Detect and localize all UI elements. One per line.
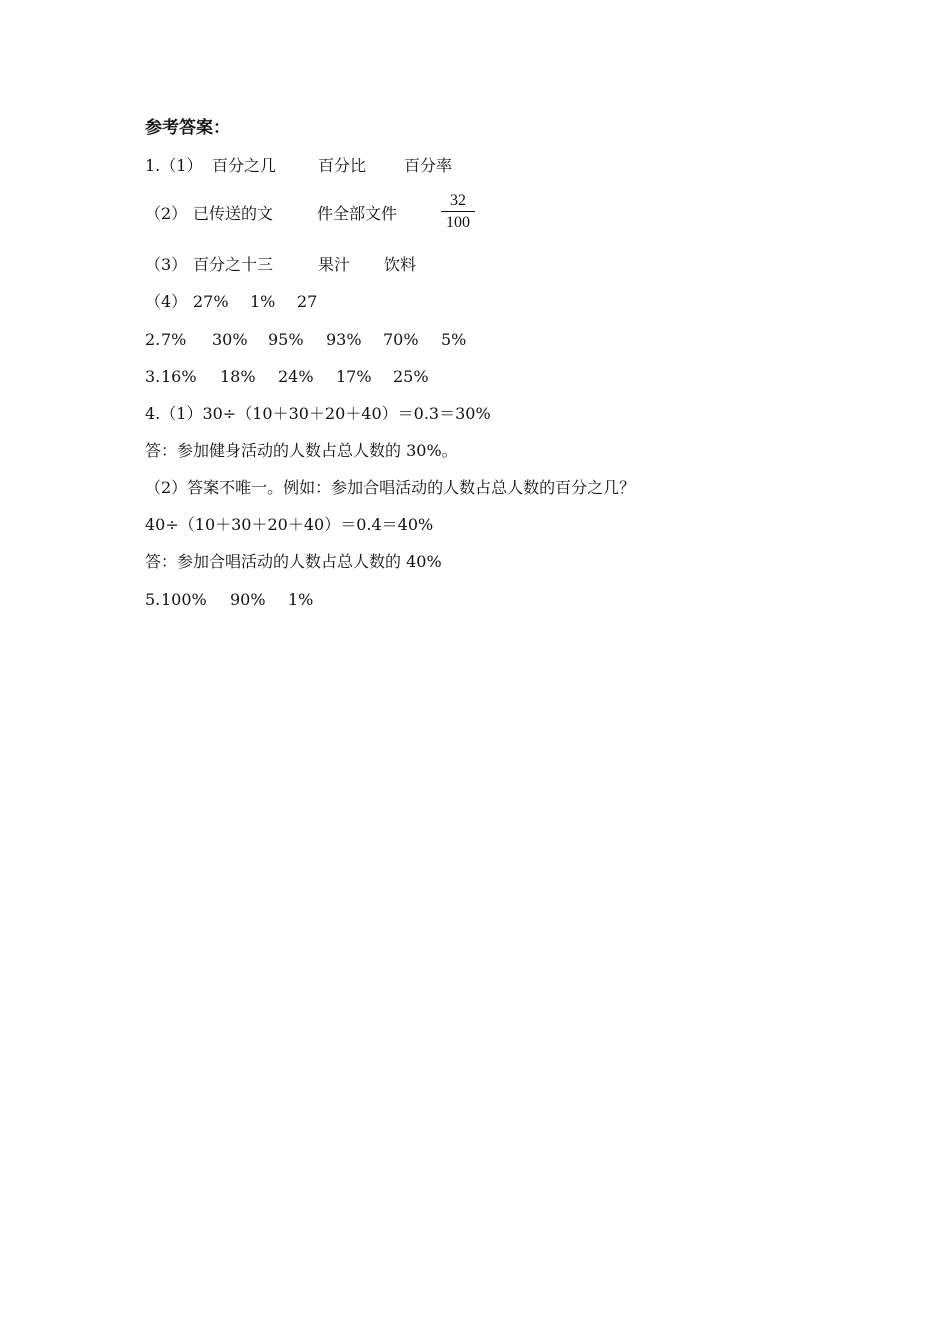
q3-value: 18% [220,367,256,386]
q2-value: 30% [212,330,248,349]
q5-value: 100% [161,590,207,609]
q4-part2-answer: 答：参加合唱活动的人数占总人数的 40% [145,552,442,571]
q2-value: 70% [383,330,419,349]
q1-part3-prefix: （3） [145,255,188,274]
q2-value: 7% [161,330,187,349]
q1-part4-answer-c: 27 [297,292,318,311]
q1-part1-prefix: 1.（1） [145,156,203,175]
q1-part2-answer-a: 已传送的文 [193,204,274,223]
q1-part2-prefix: （2） [145,204,188,223]
q5-value: 1% [288,590,314,609]
q1-part3-answer-b: 果汁 [318,255,351,274]
q4-part1-expression: 4.（1）30÷（10＋30＋20＋40）＝0.3＝30% [145,404,491,423]
q1-part1-answer-a: 百分之几 [212,156,277,175]
q1-part3-answer-a: 百分之十三 [193,255,274,274]
q3-value: 17% [336,367,372,386]
q2-prefix: 2. [145,330,161,349]
q2-value: 93% [326,330,362,349]
q1-part4-answer-b: 1% [250,292,276,311]
q4-part1-answer: 答：参加健身活动的人数占总人数的 30%。 [145,441,458,460]
q5-prefix: 5. [145,590,161,609]
q4-part2-question: （2）答案不唯一。例如：参加合唱活动的人数占总人数的百分之几？ [145,478,636,497]
page-title: 参考答案： [145,118,230,138]
q1-part1-answer-c: 百分率 [404,156,453,175]
q1-part2-answer-b: 件全部文件 [317,204,398,223]
q1-part1-answer-b: 百分比 [318,156,367,175]
q3-value: 16% [161,367,197,386]
q3-value: 25% [393,367,429,386]
q2-value: 95% [268,330,304,349]
q1-part2-fraction [441,192,475,232]
fraction-numerator: 32 [450,192,466,209]
q1-part3-answer-c: 饮料 [384,255,417,274]
q4-part2-expression: 40÷（10＋30＋20＋40）＝0.4＝40% [145,515,434,534]
fraction-bar [441,211,475,212]
q3-prefix: 3. [145,367,161,386]
fraction-denominator: 100 [446,214,470,231]
q2-value: 5% [441,330,467,349]
q1-part4-prefix: （4） [145,292,188,311]
q3-value: 24% [278,367,314,386]
q5-value: 90% [230,590,266,609]
q1-part4-answer-a: 27% [193,292,229,311]
